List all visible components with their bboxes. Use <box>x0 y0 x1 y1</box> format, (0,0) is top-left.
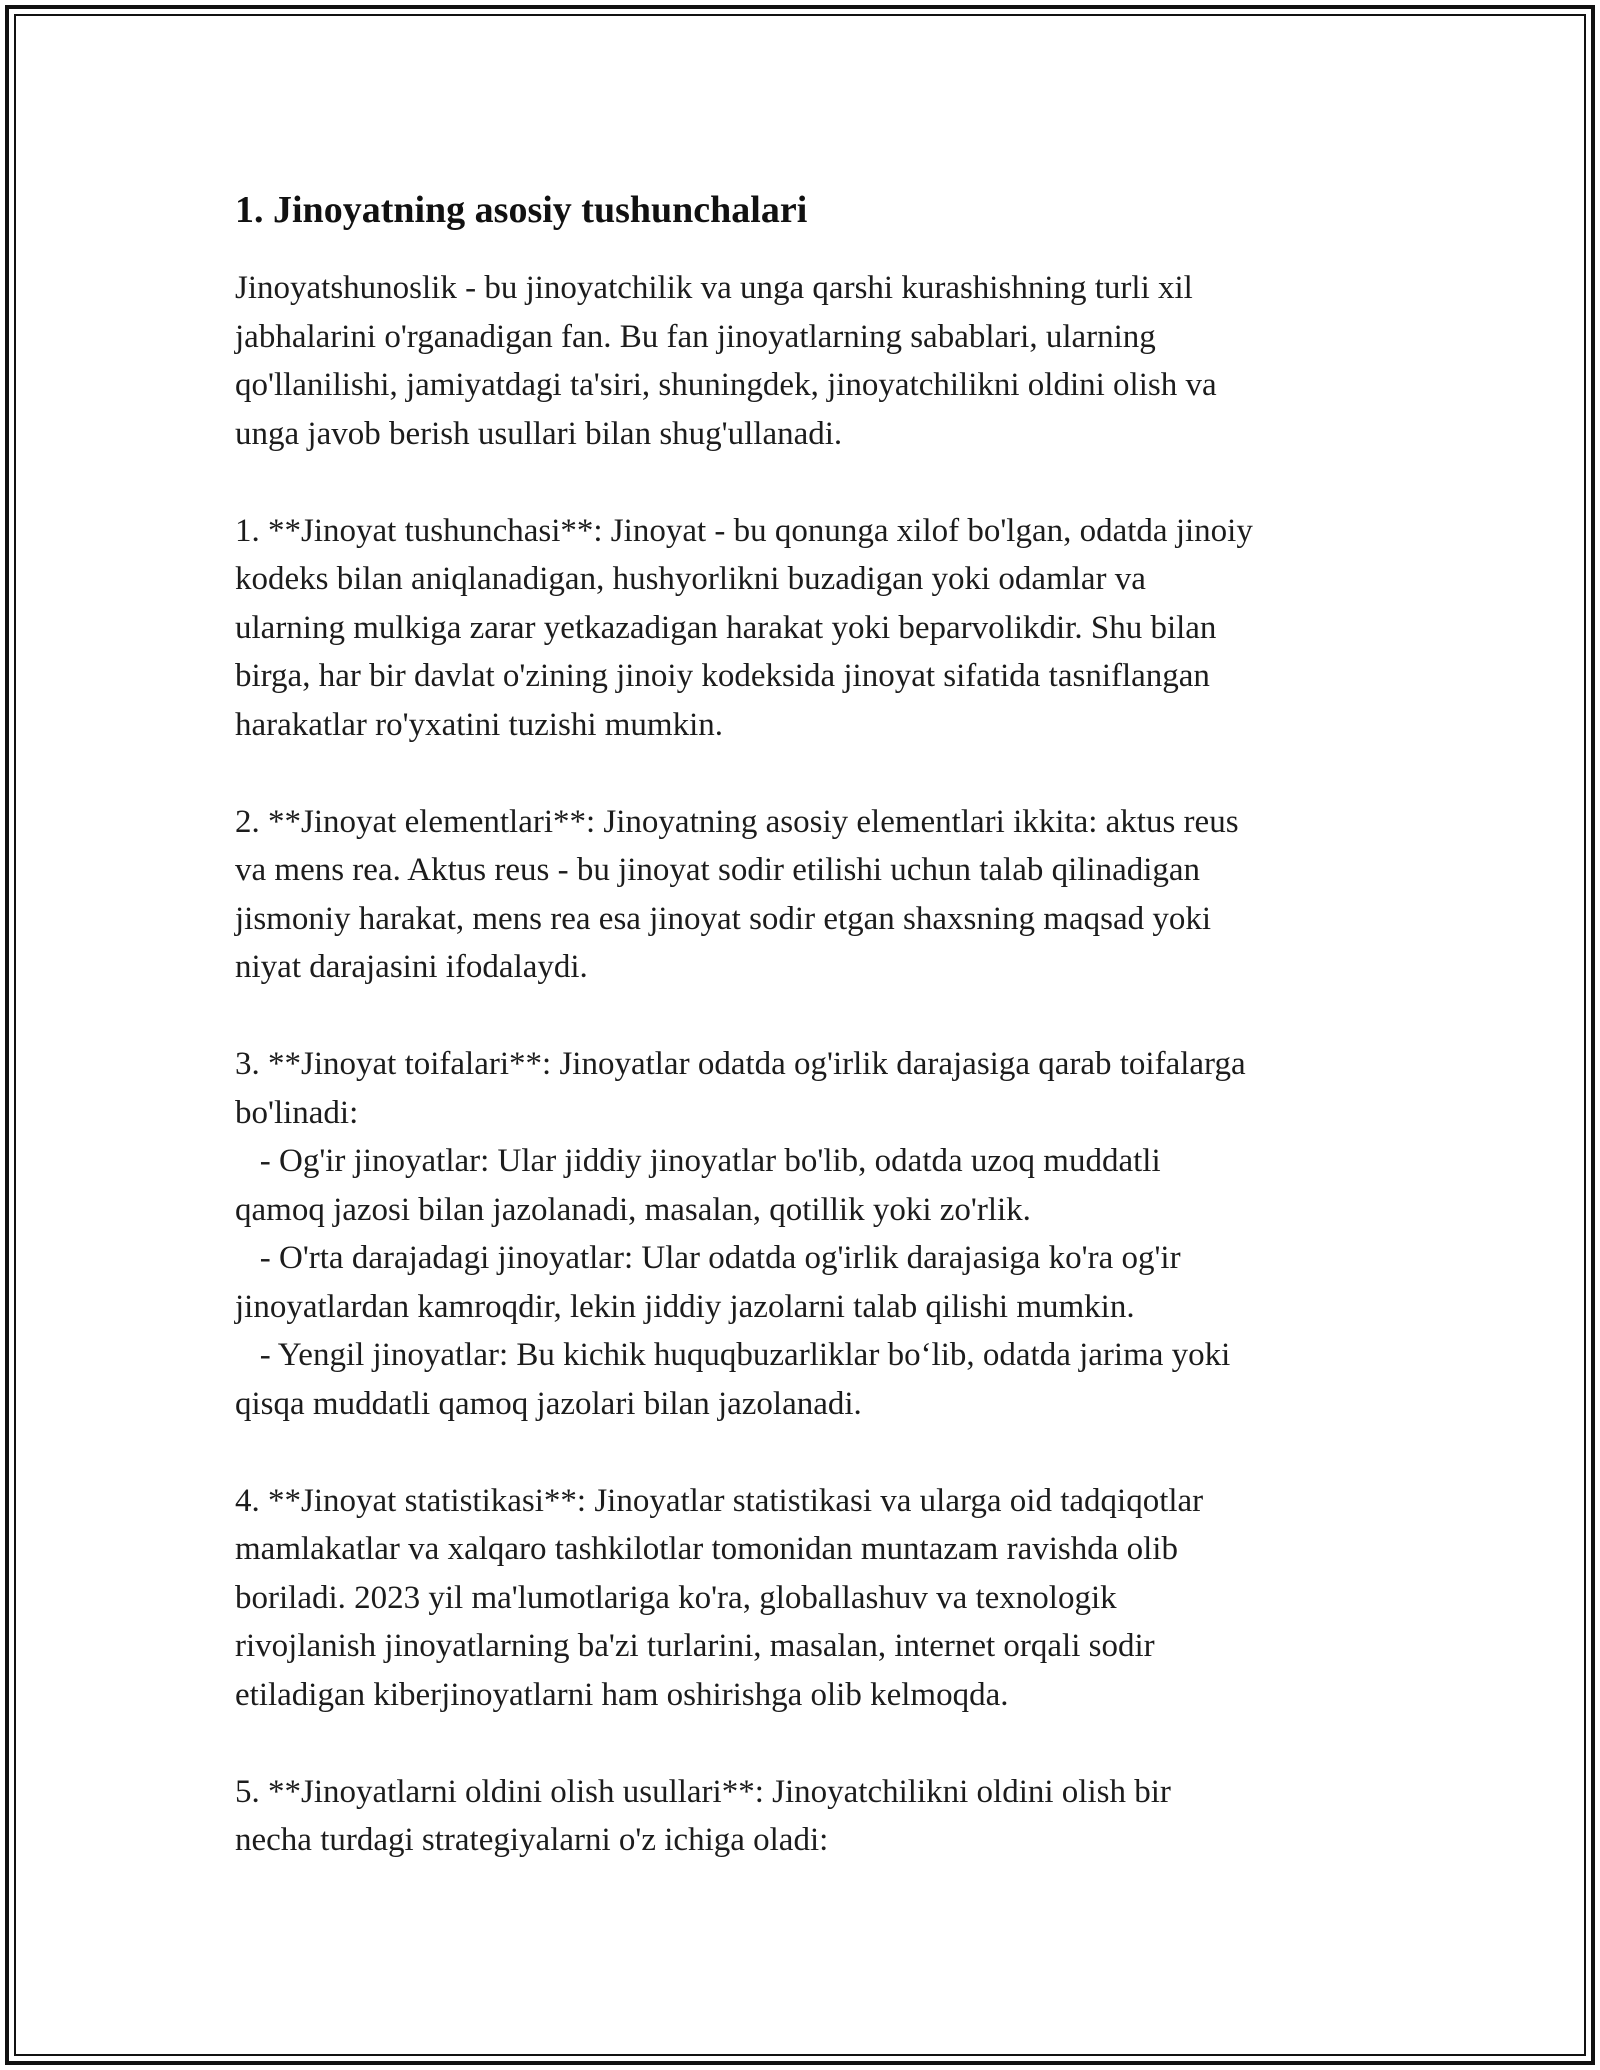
paragraph-jinoyat-statistikasi: 4. **Jinoyat statistikasi**: Jinoyatlar statistikasi va ularga oid tadqiqotlar mamlakatlar va xalqaro tashkilotlar tomonidan muntazam ravishda olib boriladi. 2023 yil ma'lumotlariga ko'ra, globallashuv va texnologik rivojlanish jinoyatlarning ba'zi turlarini, masalan, internet orqali sodir etiladigan kiberjinoyatlarni ham oshirishga olib kelmoqda. <box>235 1482 1204 1713</box>
paragraph-jinoyat-toifalari: 3. **Jinoyat toifalari**: Jinoyatlar odatda og'irlik darajasiga qarab toifalarga bo'linadi: - Og'ir jinoyatlar: Ular jiddiy jinoyatlar bo'lib, odatda uzoq muddatli qamoq jazosi bilan jazolanadi, masalan, qotillik yoki zo'rlik. - O'rta darajadagi jinoyatlar: Ular odatda og'irlik darajasiga ko'ra og'ir jinoyatlardan kamroqdir, lekin jiddiy jazolarni talab qilishi mumkin. - Yengil jinoyatlar: Bu kichik huquqbuzarliklar bo‘lib, odatda jarima yoki qisqa muddatli qamoq jazolari bilan jazolanadi. <box>235 1046 1246 1422</box>
paragraph-jinoyat-tushunchasi: 1. **Jinoyat tushunchasi**: Jinoyat - bu qonunga xilof bo'lgan, odatda jinoiy kodeks bilan aniqlanadigan, hushyorlikni buzadigan yoki odamlar va ularning mulkiga zarar yetkazadigan harakat yoki beparvolikdir. Shu bilan birga, har bir davlat o'zining jinoiy kodeksida jinoyat sifatida tasniflangan harakatlar ro'yxatini tuzishi mumkin. <box>235 512 1253 743</box>
document-page <box>235 186 1395 1865</box>
intro-paragraph: Jinoyatshunoslik - bu jinoyatchilik va unga qarshi kurashishning turli xil jabhalarini o'rganadigan fan. Bu fan jinoyatlarning sabablari, ularning qo'llanilishi, jamiyatdagi ta'siri, shuningdek, jinoyatchilikni oldini olish va unga javob berish usullari bilan shug'ullanadi. <box>235 270 1217 452</box>
paragraph-jinoyat-elementlari: 2. **Jinoyat elementlari**: Jinoyatning asosiy elementlari ikkita: aktus reus va mens rea. Aktus reus - bu jinoyat sodir etilishi uchun talab qilinadigan jismoniy harakat, mens rea esa jinoyat sodir etgan shaxsning maqsad yoki niyat darajasini ifodalaydi. <box>235 803 1239 985</box>
section-heading: 1. Jinoyatning asosiy tushunchalari <box>235 189 808 231</box>
paragraph-oldini-olish: 5. **Jinoyatlarni oldini olish usullari**: Jinoyatchilikni oldini olish bir necha turdagi strategiyalarni o'z ichiga oladi: <box>235 1773 1171 1858</box>
